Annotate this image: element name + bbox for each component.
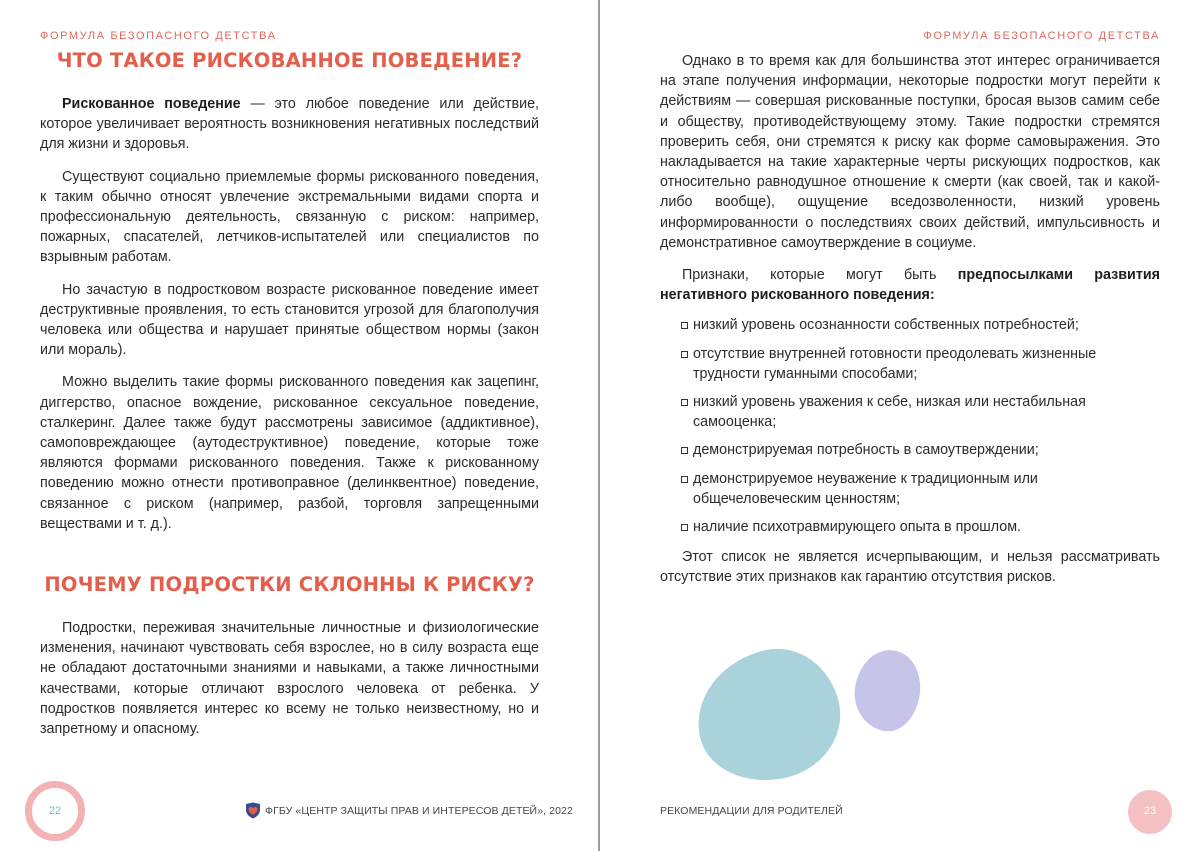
left-text-block-2	[40, 618, 539, 751]
decorative-blob-lavender	[850, 646, 926, 735]
list-item: низкий уровень осознанности собственных потребностей;	[660, 315, 1160, 335]
heading-what-is-risky-behavior: ЧТО ТАКОЕ РИСКОВАННОЕ ПОВЕДЕНИЕ?	[56, 49, 523, 72]
paragraph-signs-intro: Признаки, которые могут быть предпосылками развития негативного рискованного поведения:	[660, 267, 1160, 304]
list-item: наличие психотравмирующего опыта в прошлом.	[660, 517, 1160, 537]
signs-intro-bold: предпосылками развития негативного рискованного поведения:	[660, 267, 1160, 304]
paragraph-list-not-exhaustive: Этот список не является исчерпывающим, и нельзя рассматривать отсутствие этих признаков как гарантию отсутствия рисков.	[660, 549, 1160, 586]
list-item: отсутствие внутренней готовности преодолевать жизненные трудности гуманными способами;	[660, 344, 1160, 384]
heading-why-teens-risk: ПОЧЕМУ ПОДРОСТКИ СКЛОННЫ К РИСКУ?	[44, 573, 535, 596]
paragraph-forms-list: Можно выделить такие формы рискованного поведения как зацепинг, диггерство, опасное вождение, рискованное сексуальное поведение, сталкеринг. Далее также будут рассмотрены зависимое (аддиктивное), самоповреждающее (аутодеструктивное) поведение, которые тоже являются формами рискованного поведения. Также к рискованному поведению можно отнести противоправное (делинквентное) поведение, связанное с риском (например, разбой, торговля запрещенными веществами и т. д.).	[40, 374, 539, 532]
right-page	[600, 0, 1200, 851]
paragraph-teen-actions: Однако в то время как для большинства этот интерес ограничивается на этапе получения информации, некоторые подростки могут перейти к действиям — совершая рискованные поступки, бросая вызов самим себе и обществу, противодействующему этому. Такие подростки стремятся проверить себя, они стремятся к риску как форме самовыражения. Это накладывается на такие характерные черты рискующих подростков, как относительно равнодушное отношение к смерти (как своей, так и какой-либо вообще), ощущение вседозволенности, низкий уровень информированности о последствиях своих действий, импульсивность и демонстративное самоутверждение в социуме.	[660, 53, 1160, 251]
paragraph-teen-changes: Подростки, переживая значительные личностные и физиологические изменения, начинают чувствовать себя взрослее, но в силу возраста еще не обладают достаточными знаниями и навыками, а также личностными качествами, которые отличают взрослого человека от ребенка. У подростков появляется интерес ко всему не только неизвестному, но и запретному и опасному.	[40, 620, 539, 738]
list-item: демонстрируемое неуважение к традиционным или общечеловеческим ценностям;	[660, 469, 1160, 509]
signs-list	[660, 315, 1160, 537]
list-item: демонстрируемая потребность в самоутверждении;	[660, 440, 1160, 460]
paragraph-definition: Рискованное поведение — это любое поведение или действие, которое увеличивает вероятность возникновения негативных последствий для жизни и здоровья.	[40, 96, 539, 153]
page-number-right: 23	[1143, 805, 1157, 817]
running-header-left: ФОРМУЛА БЕЗОПАСНОГО ДЕТСТВА	[40, 30, 277, 42]
shield-heart-logo-icon	[245, 802, 261, 819]
footer-recommendations: РЕКОМЕНДАЦИИ ДЛЯ РОДИТЕЛЕЙ	[660, 805, 843, 817]
right-text-block	[660, 51, 1160, 600]
left-text-block-1	[40, 94, 539, 546]
list-item: низкий уровень уважения к себе, низкая или нестабильная самооценка;	[660, 392, 1160, 432]
paragraph-acceptable-forms: Существуют социально приемлемые формы рискованного поведения, к таким обычно относят увлечение экстремальными видами спорта и профессиональную деятельность, связанную с риском: например, пожарных, спасателей, летчиков-испытателей или специалистов по взрывным работам.	[40, 168, 539, 266]
term-risky-behavior: Рискованное поведение	[62, 96, 241, 112]
footer-organization: ФГБУ «ЦЕНТР ЗАЩИТЫ ПРАВ И ИНТЕРЕСОВ ДЕТЕЙ», 2022	[265, 805, 573, 817]
running-header-right: ФОРМУЛА БЕЗОПАСНОГО ДЕТСТВА	[923, 30, 1160, 42]
decorative-blob-teal	[685, 638, 852, 794]
paragraph-destructive: Но зачастую в подростковом возрасте рискованное поведение имеет деструктивные проявления, то есть становится угрозой для благополучия человека или общества и нарушает принятые обществом нормы (закон или мораль).	[40, 281, 539, 359]
page-number-left: 22	[48, 805, 62, 817]
